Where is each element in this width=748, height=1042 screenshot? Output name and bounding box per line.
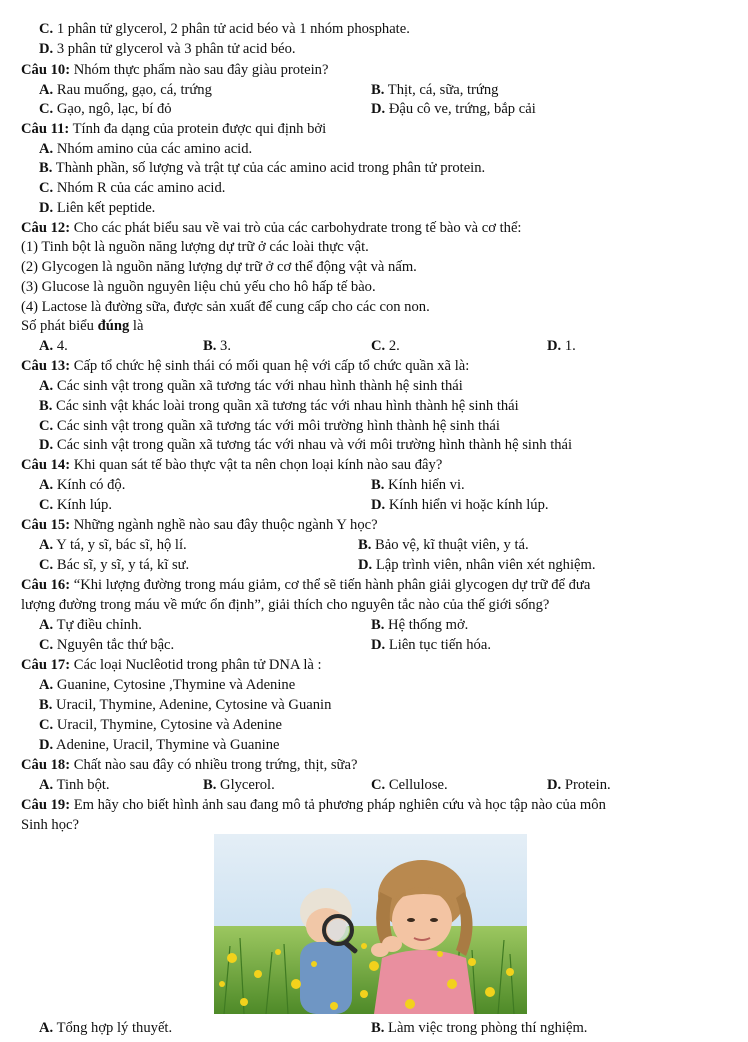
q11-option-b: B. Thành phần, số lượng và trật tự của các amino acid trong phân tử protein. xyxy=(39,160,486,176)
q11-option-c: C. Nhóm R của các amino acid. xyxy=(39,180,226,196)
q13-option-b: B. Các sinh vật khác loài trong quần xã tương tác với nhau hình thành hệ sinh thái xyxy=(39,398,519,414)
q14-option-a: A. Kính có độ. xyxy=(39,477,126,493)
q10-option-d: D. Đậu cô ve, trứng, bắp cải xyxy=(371,101,536,117)
q12-statement-1: (1) Tinh bột là nguồn năng lượng dự trữ ở các loài thực vật. xyxy=(21,239,369,255)
question-19: Câu 19: Em hãy cho biết hình ảnh sau đang mô tả phương pháp nghiên cứu và học tập nào của môn xyxy=(21,797,606,813)
question-13: Câu 13: Cấp tổ chức hệ sinh thái có mối quan hệ với cấp tổ chức quần xã là: xyxy=(21,358,470,374)
q11-option-a: A. Nhóm amino của các amino acid. xyxy=(39,141,253,157)
q12-statement-2: (2) Glycogen là nguồn năng lượng dự trữ ở cơ thể động vật và nấm. xyxy=(21,259,417,275)
q18-option-d: D. Protein. xyxy=(547,777,611,793)
q15-option-a: A. Y tá, y sĩ, bác sĩ, hộ lí. xyxy=(39,537,187,553)
q14-option-c: C. Kính lúp. xyxy=(39,497,112,513)
q12-option-d: D. 1. xyxy=(547,338,576,354)
q13-option-d: D. Các sinh vật trong quần xã tương tác với nhau và với môi trường hình thành hệ sinh thái xyxy=(39,437,573,453)
q12-option-b: B. 3. xyxy=(203,338,231,354)
question-19-cont: Sinh học? xyxy=(21,817,79,833)
q14-option-b: B. Kính hiển vi. xyxy=(371,477,465,493)
photo-illustration xyxy=(214,834,527,1014)
q16-option-c: C. Nguyên tắc thứ bậc. xyxy=(39,637,175,653)
q18-option-b: B. Glycerol. xyxy=(203,777,275,793)
question-16-cont: lượng đường trong máu về mức ổn định”, giải thích cho nguyên tắc nào của thế giới sống? xyxy=(21,597,550,613)
q12-ask: Số phát biểu đúng là xyxy=(21,318,144,334)
q10-option-b: B. Thịt, cá, sữa, trứng xyxy=(371,82,499,98)
q11-option-d: D. Liên kết peptide. xyxy=(39,200,156,216)
q17-option-c: C. Uracil, Thymine, Cytosine và Adenine xyxy=(39,717,282,733)
q12-statement-4: (4) Lactose là đường sữa, được sản xuất để cung cấp cho các con non. xyxy=(21,299,430,315)
question-18: Câu 18: Chất nào sau đây có nhiều trong trứng, thịt, sữa? xyxy=(21,757,358,773)
grass xyxy=(214,926,527,1014)
q16-option-a: A. Tự điều chỉnh. xyxy=(39,617,142,633)
q17-option-a: A. Guanine, Cytosine ,Thymine và Adenine xyxy=(39,677,296,693)
children-magnifier-photo xyxy=(214,834,527,1014)
question-17: Câu 17: Các loại Nuclêotid trong phân tử DNA là : xyxy=(21,657,322,673)
q12-option-a: A. 4. xyxy=(39,338,68,354)
q15-option-d: D. Lập trình viên, nhân viên xét nghiệm. xyxy=(358,557,596,573)
q18-option-a: A. Tinh bột. xyxy=(39,777,110,793)
question-10: Câu 10: Nhóm thực phẩm nào sau đây giàu protein? xyxy=(21,62,329,78)
option-c-prev: C. 1 phân tử glycerol, 2 phân tử acid béo và 1 nhóm phosphate. xyxy=(39,21,410,37)
q15-option-c: C. Bác sĩ, y sĩ, y tá, kĩ sư. xyxy=(39,557,190,573)
q12-statement-3: (3) Glucose là nguồn nguyên liệu chủ yếu cho hô hấp tế bào. xyxy=(21,279,376,295)
q16-option-b: B. Hệ thống mở. xyxy=(371,617,469,633)
question-16: Câu 16: “Khi lượng đường trong máu giảm, cơ thể sẽ tiến hành phân giải glycogen dự trữ để đưa xyxy=(21,577,591,593)
q15-option-b: B. Bảo vệ, kĩ thuật viên, y tá. xyxy=(358,537,529,553)
option-d-prev: D. 3 phân tử glycerol và 3 phân tử acid béo. xyxy=(39,41,296,57)
question-15: Câu 15: Những ngành nghề nào sau đây thuộc ngành Y học? xyxy=(21,517,378,533)
question-11: Câu 11: Tính đa dạng của protein được qui định bởi xyxy=(21,121,327,137)
q19-option-a: A. Tổng hợp lý thuyết. xyxy=(39,1020,173,1036)
q10-option-c: C. Gạo, ngô, lạc, bí đỏ xyxy=(39,101,172,117)
q10-option-a: A. Rau muống, gạo, cá, trứng xyxy=(39,82,212,98)
q13-option-a: A. Các sinh vật trong quần xã tương tác với nhau hình thành hệ sinh thái xyxy=(39,378,463,394)
boy-figure xyxy=(300,888,358,1014)
q14-option-d: D. Kính hiển vi hoặc kính lúp. xyxy=(371,497,549,513)
q18-option-c: C. Cellulose. xyxy=(371,777,448,793)
q19-option-b: B. Làm việc trong phòng thí nghiệm. xyxy=(371,1020,588,1036)
question-14: Câu 14: Khi quan sát tế bào thực vật ta nên chọn loại kính nào sau đây? xyxy=(21,457,443,473)
q13-option-c: C. Các sinh vật trong quần xã tương tác với môi trường hình thành hệ sinh thái xyxy=(39,418,500,434)
q17-option-d: D. Adenine, Uracil, Thymine và Guanine xyxy=(39,737,280,753)
q17-option-b: B. Uracil, Thymine, Adenine, Cytosine và Guanin xyxy=(39,697,332,713)
question-12: Câu 12: Cho các phát biểu sau về vai trò của các carbohydrate trong tế bào và cơ thể: xyxy=(21,220,522,236)
q12-option-c: C. 2. xyxy=(371,338,400,354)
q16-option-d: D. Liên tục tiến hóa. xyxy=(371,637,491,653)
